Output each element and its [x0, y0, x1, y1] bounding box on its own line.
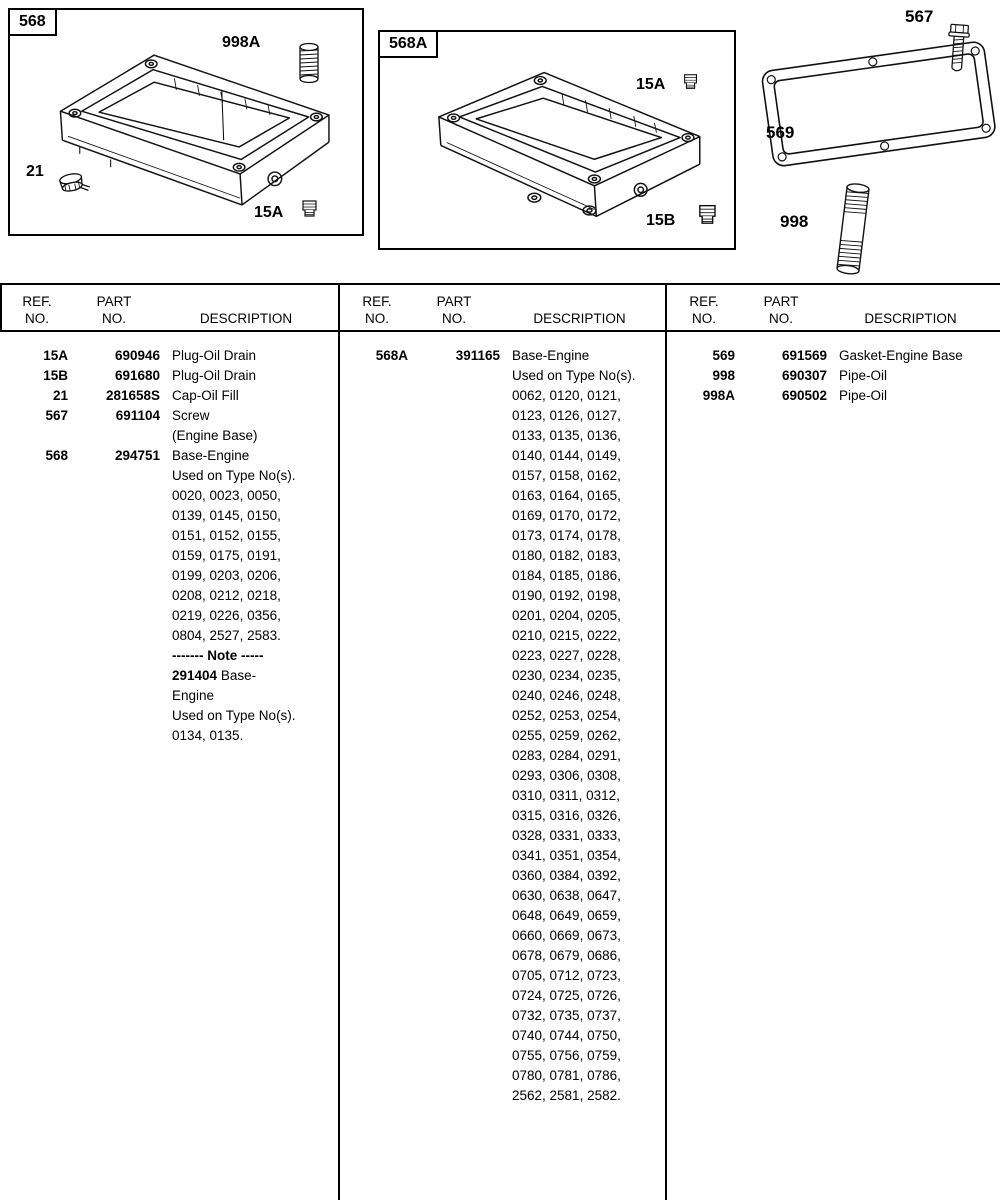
- description-cell: 0184, 0185, 0186,: [512, 568, 621, 583]
- ref-no-cell: [346, 846, 408, 866]
- part-no-cell: [408, 946, 500, 966]
- parts-group-3: [665, 285, 1000, 1200]
- parts-row: [6, 526, 334, 546]
- part-no-cell: [68, 486, 160, 506]
- parts-row: [346, 986, 661, 1006]
- description-cell: 0240, 0246, 0248,: [512, 688, 621, 703]
- description-cell: 0740, 0744, 0750,: [512, 1028, 621, 1043]
- part-box-568A: [378, 30, 736, 250]
- part-no-header: PART NO.: [763, 294, 799, 326]
- parts-row: [346, 746, 661, 766]
- part-no-cell: [68, 706, 160, 726]
- ref-no-header: REF. NO.: [689, 294, 719, 326]
- callout-15B-label: 15B: [646, 212, 676, 229]
- description-header: DESCRIPTION: [533, 311, 626, 326]
- ref-no-cell: [346, 726, 408, 746]
- description-cell: 0678, 0679, 0686,: [512, 948, 621, 963]
- parts-row: [346, 486, 661, 506]
- description-cell: 0133, 0135, 0136,: [512, 428, 621, 443]
- part-no-cell: [408, 466, 500, 486]
- parts-row: [346, 946, 661, 966]
- table-header: [340, 285, 665, 332]
- description-cell: 0159, 0175, 0191,: [172, 548, 281, 563]
- parts-row: [346, 1086, 661, 1106]
- parts-row: [6, 686, 334, 706]
- ref-no-cell: [6, 546, 68, 566]
- part-no-cell: [408, 866, 500, 886]
- part-no-cell: [408, 666, 500, 686]
- parts-row: [6, 386, 334, 406]
- part-no-cell: [408, 766, 500, 786]
- description-cell: Pipe-Oil: [839, 368, 888, 383]
- callout-15A-label: 15A: [636, 76, 666, 93]
- part-no-cell: [408, 426, 500, 446]
- description-cell: 0732, 0735, 0737,: [512, 1008, 621, 1023]
- description-cell: 0648, 0649, 0659,: [512, 908, 621, 923]
- ref-no-cell: [6, 526, 68, 546]
- parts-row: [346, 1006, 661, 1026]
- description-cell: 0201, 0204, 0205,: [512, 608, 621, 623]
- description-cell: 0755, 0756, 0759,: [512, 1048, 621, 1063]
- parts-group-2: [338, 285, 665, 1200]
- description-cell: 0252, 0253, 0254,: [512, 708, 621, 723]
- description-cell: 0173, 0174, 0178,: [512, 528, 621, 543]
- oil-drain-plug-icon: [298, 198, 322, 220]
- part-no-cell: [408, 806, 500, 826]
- callout-15A-label: 15A: [254, 204, 284, 221]
- description-cell: Gasket-Engine Base: [839, 348, 963, 363]
- ref-no-cell: [6, 686, 68, 706]
- parts-row: [346, 726, 661, 746]
- description-cell: Base-Engine: [512, 348, 590, 363]
- ref-no-cell: [346, 366, 408, 386]
- description-cell: 0210, 0215, 0222,: [512, 628, 621, 643]
- parts-row: [6, 406, 334, 426]
- ref-no-cell: [346, 506, 408, 526]
- ref-no-cell: [346, 786, 408, 806]
- description-cell: 0163, 0164, 0165,: [512, 488, 621, 503]
- parts-row: [346, 866, 661, 886]
- description-cell: 0123, 0126, 0127,: [512, 408, 621, 423]
- ref-no-cell: [346, 986, 408, 1006]
- description-cell: 0255, 0259, 0262,: [512, 728, 621, 743]
- parts-row: [346, 1066, 661, 1086]
- part-no-cell: [68, 526, 160, 546]
- ref-no-cell: [346, 666, 408, 686]
- ref-no-cell: 15B: [43, 368, 68, 383]
- ref-no-cell: [346, 626, 408, 646]
- description-cell: (Engine Base): [172, 428, 258, 443]
- part-no-cell: [68, 646, 160, 666]
- parts-row: [346, 926, 661, 946]
- ref-no-cell: [346, 406, 408, 426]
- parts-row: [346, 906, 661, 926]
- part-no-cell: 294751: [114, 448, 160, 463]
- description-cell: Plug-Oil Drain: [172, 368, 257, 383]
- parts-row: [673, 346, 996, 366]
- ref-no-cell: [346, 886, 408, 906]
- ref-no-cell: [346, 686, 408, 706]
- ref-no-cell: [346, 1066, 408, 1086]
- part-no-cell: 281658S: [105, 388, 160, 403]
- ref-no-cell: [6, 726, 68, 746]
- part-no-cell: [68, 606, 160, 626]
- ref-no-cell: [346, 386, 408, 406]
- ref-no-cell: [6, 706, 68, 726]
- description-cell: 291404 Base-: [172, 668, 257, 683]
- ref-no-cell: [346, 946, 408, 966]
- parts-row: [346, 426, 661, 446]
- part-no-cell: [408, 726, 500, 746]
- description-header: DESCRIPTION: [864, 311, 957, 326]
- parts-row: [346, 826, 661, 846]
- description-cell: 0140, 0144, 0149,: [512, 448, 621, 463]
- parts-row: [6, 706, 334, 726]
- ref-no-cell: [346, 586, 408, 606]
- parts-row: [6, 366, 334, 386]
- part-no-cell: 691680: [114, 368, 160, 383]
- part-no-cell: [408, 986, 500, 1006]
- ref-no-header: REF. NO.: [362, 294, 392, 326]
- part-box-568: [8, 8, 364, 236]
- ref-no-cell: [346, 446, 408, 466]
- description-cell: 2562, 2581, 2582.: [512, 1088, 621, 1103]
- description-cell: 0020, 0023, 0050,: [172, 488, 281, 503]
- parts-row: [6, 606, 334, 626]
- description-cell: 0341, 0351, 0354,: [512, 848, 621, 863]
- parts-row: [6, 666, 334, 686]
- part-no-cell: [68, 466, 160, 486]
- parts-row: [346, 686, 661, 706]
- parts-row: [673, 386, 996, 406]
- parts-row: [6, 486, 334, 506]
- ref-no-cell: [346, 746, 408, 766]
- oil-drain-plug-icon: [680, 72, 702, 92]
- parts-row: [346, 666, 661, 686]
- ref-no-cell: [6, 466, 68, 486]
- description-cell: 0315, 0316, 0326,: [512, 808, 621, 823]
- ref-no-cell: [346, 926, 408, 946]
- callout-998-label: 998: [780, 212, 809, 231]
- oil-pipe-icon: [292, 40, 326, 86]
- part-no-cell: [68, 686, 160, 706]
- description-cell: Base-Engine: [172, 448, 250, 463]
- part-no-cell: [68, 726, 160, 746]
- description-cell: 0230, 0234, 0235,: [512, 668, 621, 683]
- part-no-cell: [68, 586, 160, 606]
- ref-no-cell: [346, 546, 408, 566]
- parts-body-3: [667, 332, 1000, 406]
- part-no-cell: [408, 486, 500, 506]
- description-cell: ------- Note -----: [172, 648, 264, 663]
- parts-row: [346, 406, 661, 426]
- oil-drain-plug-icon: [694, 202, 722, 228]
- description-cell: 0219, 0226, 0356,: [172, 608, 281, 623]
- part-no-cell: [408, 526, 500, 546]
- parts-row: [6, 446, 334, 466]
- ref-no-cell: 568: [45, 448, 68, 463]
- parts-row: [346, 446, 661, 466]
- ref-no-cell: [346, 1026, 408, 1046]
- gasket-drawing: [758, 24, 998, 174]
- description-cell: 0660, 0669, 0673,: [512, 928, 621, 943]
- part-no-cell: [408, 846, 500, 866]
- parts-row: [346, 806, 661, 826]
- ref-no-cell: [6, 626, 68, 646]
- oil-fill-cap-icon: [56, 170, 94, 200]
- ref-no-cell: 998: [712, 368, 735, 383]
- ref-no-cell: [346, 906, 408, 926]
- parts-body-2: [340, 332, 665, 1106]
- description-cell: Engine: [172, 688, 215, 703]
- part-no-cell: [408, 786, 500, 806]
- description-cell: 0705, 0712, 0723,: [512, 968, 621, 983]
- parts-row: [6, 726, 334, 746]
- description-cell: 0283, 0284, 0291,: [512, 748, 621, 763]
- parts-row: [346, 386, 661, 406]
- ref-no-cell: [6, 666, 68, 686]
- parts-table: [0, 283, 1000, 1200]
- description-cell: Pipe-Oil: [839, 388, 888, 403]
- part-no-cell: [408, 506, 500, 526]
- part-no-cell: [408, 926, 500, 946]
- part-no-cell: [408, 1066, 500, 1086]
- part-no-header: PART NO.: [96, 294, 132, 326]
- parts-row: [6, 546, 334, 566]
- ref-no-cell: [346, 806, 408, 826]
- engine-diagram-area: [0, 0, 1000, 283]
- description-cell: 0139, 0145, 0150,: [172, 508, 281, 523]
- part-no-cell: [408, 966, 500, 986]
- parts-group-1: [0, 285, 338, 1200]
- ref-no-cell: [346, 706, 408, 726]
- ref-no-cell: [346, 826, 408, 846]
- part-no-cell: 690946: [114, 348, 160, 363]
- description-cell: Plug-Oil Drain: [172, 348, 257, 363]
- ref-no-cell: [346, 566, 408, 586]
- part-no-cell: [408, 406, 500, 426]
- description-cell: 0190, 0192, 0198,: [512, 588, 621, 603]
- part-no-cell: [408, 566, 500, 586]
- description-cell: 0293, 0306, 0308,: [512, 768, 621, 783]
- part-no-cell: [68, 546, 160, 566]
- description-cell: 0328, 0331, 0333,: [512, 828, 621, 843]
- parts-row: [6, 506, 334, 526]
- parts-row: [346, 346, 661, 366]
- ref-no-cell: 21: [52, 388, 68, 403]
- ref-no-cell: [346, 426, 408, 446]
- part-no-cell: [408, 586, 500, 606]
- description-cell: 0223, 0227, 0228,: [512, 648, 621, 663]
- ref-no-cell: [346, 606, 408, 626]
- parts-row: [346, 526, 661, 546]
- parts-row: [346, 1046, 661, 1066]
- description-cell: 0630, 0638, 0647,: [512, 888, 621, 903]
- parts-row: [346, 506, 661, 526]
- part-no-cell: [408, 706, 500, 726]
- ref-no-cell: [346, 526, 408, 546]
- ref-no-cell: 998A: [702, 388, 735, 403]
- ref-no-cell: 569: [712, 348, 735, 363]
- ref-no-cell: [346, 766, 408, 786]
- parts-row: [346, 706, 661, 726]
- callout-569-label: 569: [766, 123, 795, 142]
- ref-no-cell: [346, 486, 408, 506]
- parts-row: [346, 1026, 661, 1046]
- ref-no-cell: [346, 966, 408, 986]
- oil-pipe-drawing: [828, 180, 880, 278]
- parts-row: [673, 366, 996, 386]
- parts-row: [346, 966, 661, 986]
- description-cell: 0360, 0384, 0392,: [512, 868, 621, 883]
- part-no-cell: [68, 626, 160, 646]
- callout-567-label: 567: [905, 7, 934, 26]
- parts-row: [346, 626, 661, 646]
- part-no-cell: 690502: [781, 388, 827, 403]
- description-cell: 0062, 0120, 0121,: [512, 388, 621, 403]
- part-no-cell: [408, 886, 500, 906]
- parts-row: [346, 546, 661, 566]
- part-no-cell: [408, 606, 500, 626]
- part-no-cell: [408, 906, 500, 926]
- ref-no-cell: [6, 566, 68, 586]
- description-cell: Used on Type No(s).: [172, 708, 296, 723]
- parts-row: [346, 846, 661, 866]
- part-no-cell: [68, 426, 160, 446]
- description-cell: 0157, 0158, 0162,: [512, 468, 621, 483]
- description-header: DESCRIPTION: [199, 311, 293, 326]
- parts-row: [6, 566, 334, 586]
- part-no-cell: 691104: [115, 408, 160, 423]
- parts-row: [6, 466, 334, 486]
- parts-row: [346, 786, 661, 806]
- description-cell: 0780, 0781, 0786,: [512, 1068, 621, 1083]
- parts-row: [6, 346, 334, 366]
- part-no-cell: [408, 826, 500, 846]
- ref-no-header: REF. NO.: [22, 294, 52, 326]
- part-no-cell: [68, 566, 160, 586]
- ref-no-cell: [6, 606, 68, 626]
- ref-no-cell: [346, 1086, 408, 1106]
- part-no-cell: [408, 546, 500, 566]
- description-cell: 0199, 0203, 0206,: [172, 568, 281, 583]
- part-no-cell: 691569: [781, 348, 827, 363]
- description-cell: 0804, 2527, 2583.: [172, 628, 281, 643]
- ref-no-cell: [6, 646, 68, 666]
- part-no-cell: [68, 666, 160, 686]
- parts-body-1: [0, 332, 338, 746]
- part-tag-568: 568: [8, 8, 57, 36]
- ref-no-cell: [6, 486, 68, 506]
- description-cell: 0134, 0135.: [172, 728, 244, 743]
- part-no-cell: [408, 446, 500, 466]
- ref-no-cell: [346, 1046, 408, 1066]
- parts-row: [346, 766, 661, 786]
- part-no-cell: [408, 646, 500, 666]
- description-cell: Screw: [172, 408, 210, 423]
- ref-no-cell: 15A: [43, 348, 68, 363]
- description-cell: 0180, 0182, 0183,: [512, 548, 621, 563]
- parts-row: [346, 586, 661, 606]
- parts-row: [346, 606, 661, 626]
- part-no-cell: [408, 1006, 500, 1026]
- parts-row: [6, 426, 334, 446]
- part-no-cell: [408, 746, 500, 766]
- part-no-cell: [408, 1086, 500, 1106]
- ref-no-cell: [6, 426, 68, 446]
- part-no-cell: 690307: [781, 368, 827, 383]
- parts-row: [6, 626, 334, 646]
- table-header: [0, 285, 338, 332]
- part-no-header: PART NO.: [436, 294, 472, 326]
- description-cell: Used on Type No(s).: [512, 368, 636, 383]
- parts-row: [346, 886, 661, 906]
- parts-row: [346, 566, 661, 586]
- parts-row: [346, 646, 661, 666]
- ref-no-cell: 567: [45, 408, 68, 423]
- part-tag-568A: 568A: [378, 30, 438, 58]
- ref-no-cell: [6, 506, 68, 526]
- ref-no-cell: [346, 466, 408, 486]
- description-cell: 0169, 0170, 0172,: [512, 508, 621, 523]
- description-cell: Cap-Oil Fill: [172, 388, 239, 403]
- description-cell: 0724, 0725, 0726,: [512, 988, 621, 1003]
- part-no-cell: [408, 366, 500, 386]
- ref-no-cell: [346, 646, 408, 666]
- parts-row: [346, 366, 661, 386]
- part-no-cell: [408, 686, 500, 706]
- part-no-cell: 391165: [455, 348, 500, 363]
- parts-row: [6, 586, 334, 606]
- parts-row: [346, 466, 661, 486]
- callout-998A-label: 998A: [222, 34, 261, 51]
- callout-21-label: 21: [26, 163, 44, 180]
- ref-no-cell: [346, 1006, 408, 1026]
- part-no-cell: [408, 1026, 500, 1046]
- description-cell: 0208, 0212, 0218,: [172, 588, 281, 603]
- part-no-cell: [408, 1046, 500, 1066]
- description-cell: Used on Type No(s).: [172, 468, 296, 483]
- ref-no-cell: 568A: [375, 348, 408, 363]
- parts-row: [6, 646, 334, 666]
- ref-no-cell: [6, 586, 68, 606]
- description-cell: 0310, 0311, 0312,: [512, 788, 620, 803]
- ref-no-cell: [346, 866, 408, 886]
- description-cell: 0151, 0152, 0155,: [172, 528, 281, 543]
- table-header: [667, 285, 1000, 332]
- part-no-cell: [408, 386, 500, 406]
- part-no-cell: [408, 626, 500, 646]
- part-no-cell: [68, 506, 160, 526]
